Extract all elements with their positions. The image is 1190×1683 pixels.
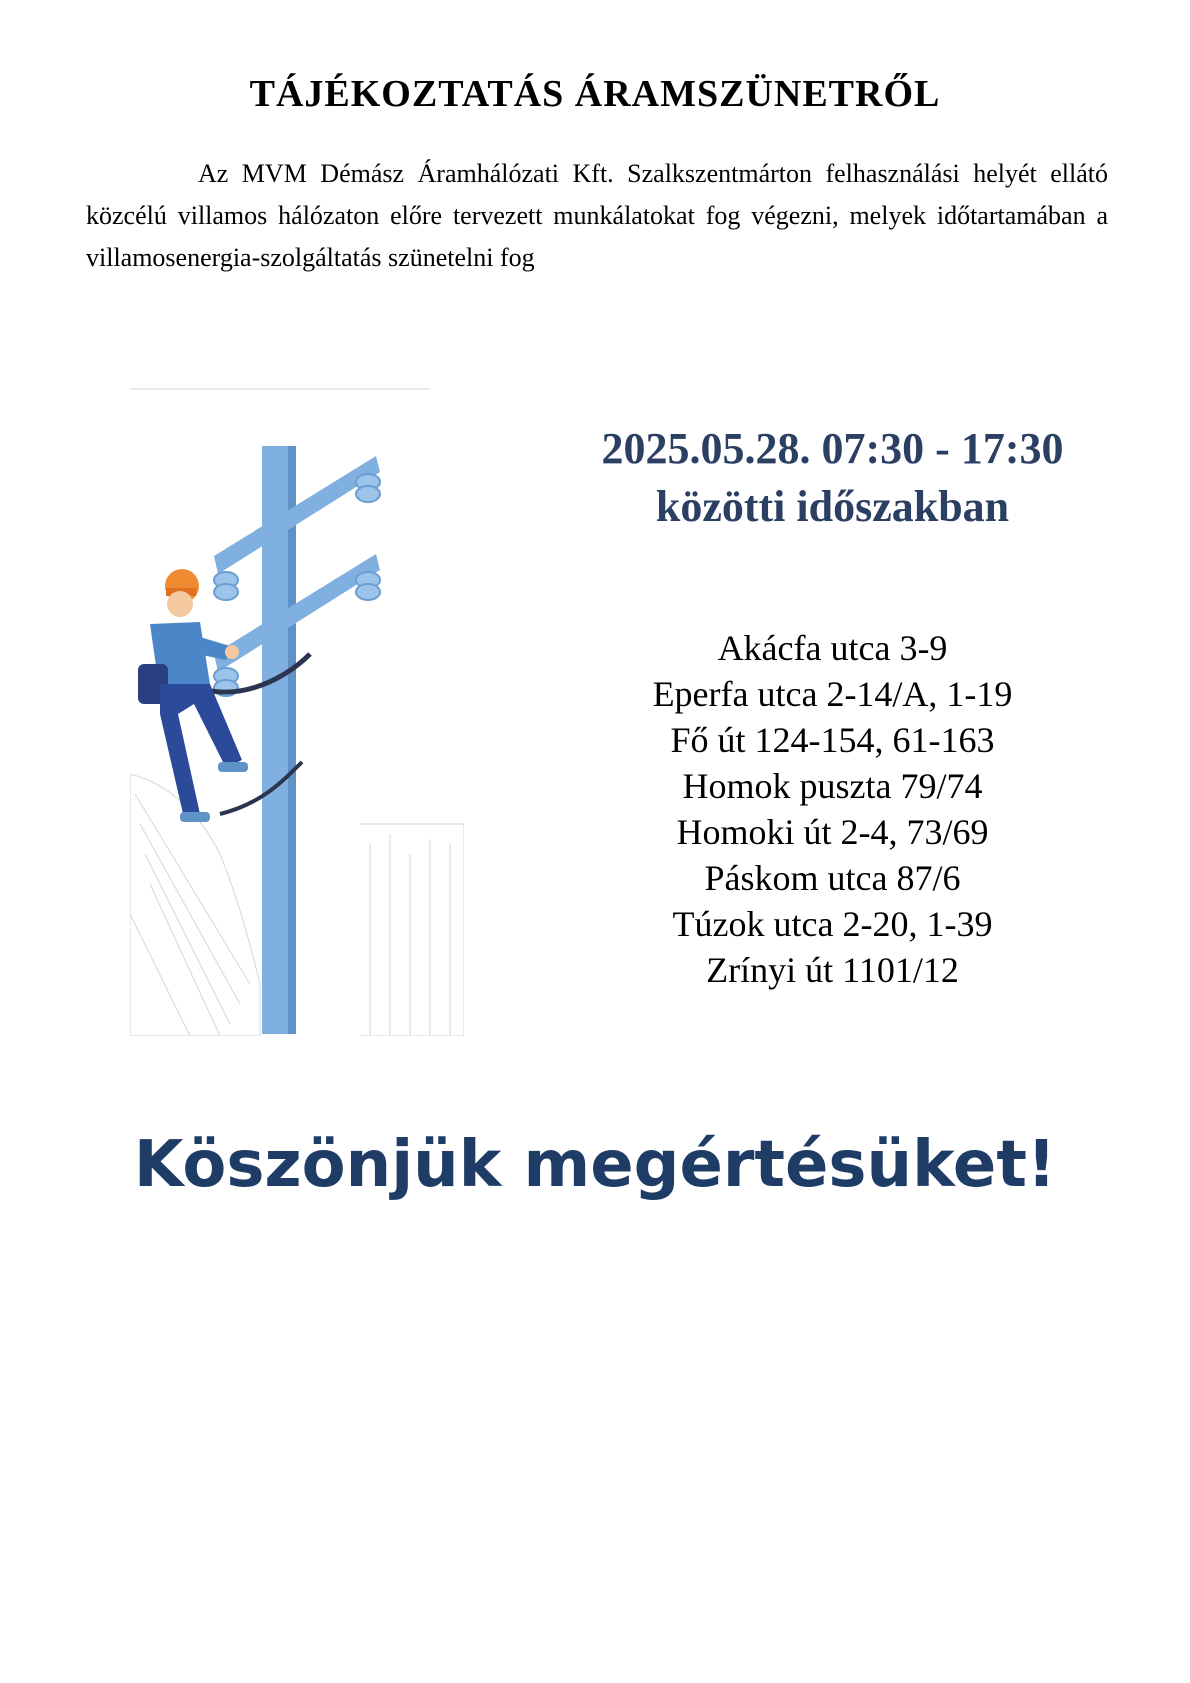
thank-you-message: Köszönjük megértésüket! [133,1128,1057,1202]
street-item: Eperfa utca 2-14/A, 1-19 [652,674,1013,714]
street-item: Homoki út 2-4, 73/69 [676,812,989,852]
intro-paragraph: Az MVM Démász Áramhálózati Kft. Szalkszentmárton felhasználási helyét ellátó közcélú villamos hálózaton előre tervezett munkálatokat fog végezni, melyek időtartamában a villamosenergia-szolgáltatás szünetelni fog [86,159,1108,272]
street-item: Homok puszta 79/74 [682,766,983,806]
street-item: Akácfa utca 3-9 [717,628,948,668]
page-title: TÁJÉKOZTATÁS ÁRAMSZÜNETRŐL [249,73,941,115]
outage-date-time: 2025.05.28. 07:30 - 17:30 [601,424,1064,473]
street-item: Túzok utca 2-20, 1-39 [672,904,993,944]
street-item: Páskom utca 87/6 [704,858,961,898]
affected-streets-list [560,625,1105,993]
outage-date-block [560,420,1105,536]
street-item: Zrínyi út 1101/12 [706,950,959,990]
outage-period-label: közötti időszakban [655,482,1010,531]
electrician-on-pole-icon [130,384,464,1036]
street-item: Fő út 124-154, 61-163 [670,720,995,760]
